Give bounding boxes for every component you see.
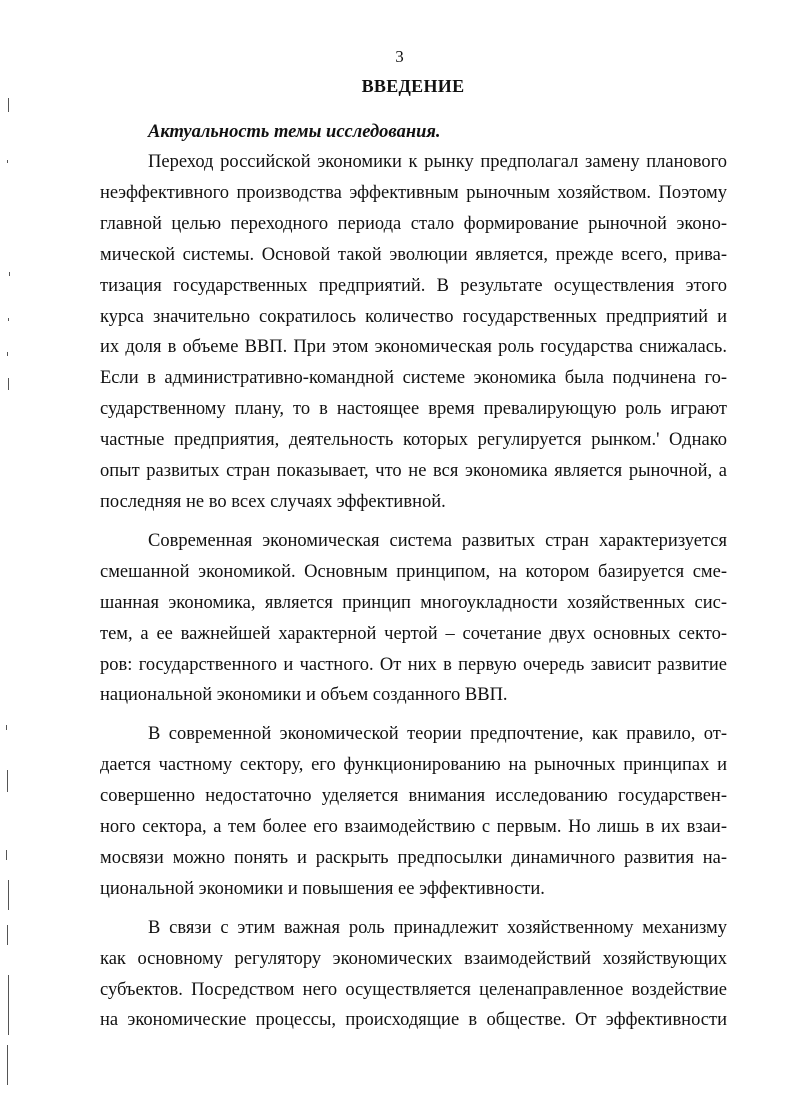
text-line: ров: государственного и частного. От них в первую очередь зависит развитие xyxy=(100,654,727,675)
page-number: 3 xyxy=(395,47,404,66)
text-line: субъектов. Посредством него осуществляется целенаправленное воздействие xyxy=(100,979,727,1000)
text-line: опыт развитых стран показывает, что не вся экономика является рыночной, а xyxy=(100,461,727,482)
text-line: тем, а ее важнейшей характерной чертой – сочетание двух основных секто- xyxy=(100,623,727,644)
text-line: курса значительно сократилось количество государственных предприятий и xyxy=(100,306,727,327)
text-line: мосвязи можно понять и раскрыть предпосылки динамичного развития на- xyxy=(100,847,727,868)
text-line: дается частному сектору, его функционированию на рыночных принципах и xyxy=(100,755,727,776)
text-line: последняя не во всех случаях эффективной. xyxy=(100,491,446,512)
paragraph xyxy=(100,719,727,904)
text-line: совершенно недостаточно уделяется внимания исследованию государствен- xyxy=(100,786,727,807)
text-line: В связи с этим важная роль принадлежит хозяйственному механизму xyxy=(148,917,727,938)
paragraph xyxy=(100,913,727,1037)
text-line: как основному регулятору экономических взаимодействий хозяйствующих xyxy=(100,948,727,969)
text-line: Переход российской экономики к рынку предполагал замену планового xyxy=(148,152,727,172)
text-line: циональной экономики и повышения ее эффективности. xyxy=(100,878,545,899)
text-line: главной целью переходного периода стало формирование рыночной эконо- xyxy=(100,213,727,234)
scan-edge-marks xyxy=(0,0,30,1105)
text-line: на экономические процессы, происходящие в обществе. От эффективности xyxy=(100,1010,727,1031)
section-heading: ВВЕДЕНИЕ xyxy=(361,76,465,96)
paragraph xyxy=(100,147,727,518)
text-line: неэффективного производства эффективным рыночным хозяйством. Поэтому xyxy=(100,182,727,203)
text-line: частные предприятия, деятельность которых регулируется рынком.' Однако xyxy=(100,430,727,451)
body-text xyxy=(100,117,727,1044)
subheading: Актуальность темы исследования. xyxy=(148,122,441,142)
text-line: тизация государственных предприятий. В результате осуществления этого xyxy=(100,275,727,296)
paragraph xyxy=(100,526,727,711)
text-line: мической системы. Основой такой эволюции является, прежде всего, прива- xyxy=(100,244,727,265)
text-line: ного сектора, а тем более его взаимодействию с первым. Но лишь в их взаи- xyxy=(100,817,727,838)
text-line: Если в административно-командной системе экономика была подчинена го- xyxy=(100,368,727,389)
text-line: национальной экономики и объем созданного ВВП. xyxy=(100,685,508,706)
text-line: В современной экономической теории предпочтение, как правило, от- xyxy=(148,724,727,745)
text-line: Современная экономическая система развитых стран характеризуется xyxy=(148,530,727,551)
text-line: смешанной экономикой. Основным принципом, на котором базируется сме- xyxy=(100,561,727,582)
text-line: их доля в объеме ВВП. При этом экономическая роль государства снижалась. xyxy=(100,337,727,358)
text-line: сударственному плану, то в настоящее время превалирующую роль играют xyxy=(100,399,727,420)
text-line: шанная экономика, является принцип многоукладности хозяйственных сис- xyxy=(100,592,727,613)
